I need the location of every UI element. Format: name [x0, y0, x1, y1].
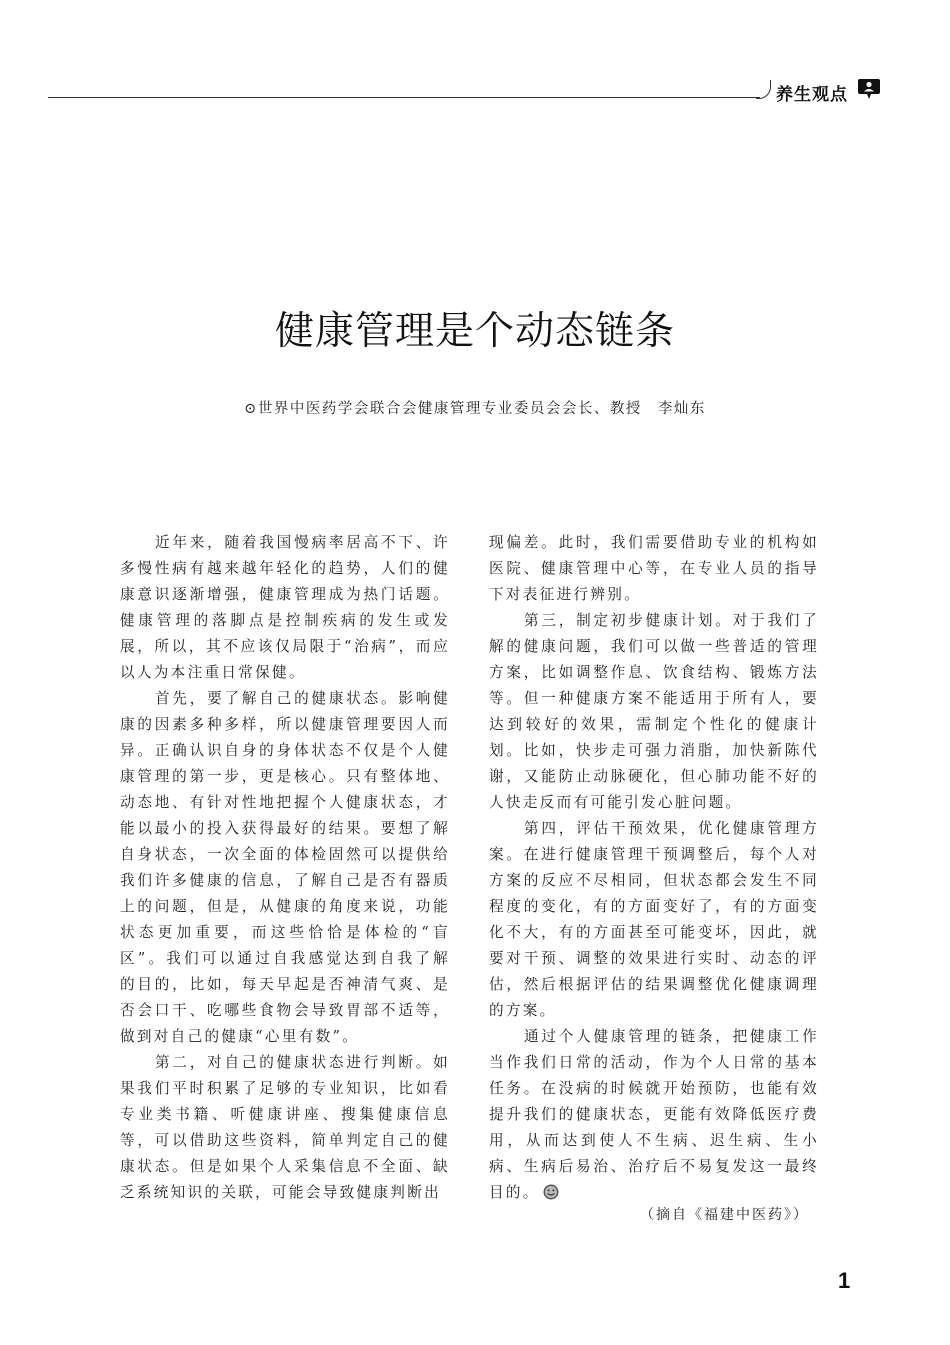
speech-bubble-icon: [857, 78, 881, 100]
paragraph-intro: 近年来，随着我国慢病率居高不下、许多慢性病有越来越年轻化的趋势，人们的健康意识逐渐增强，健康管理成为热门话题。健康管理的落脚点是控制疾病的发生或发展，所以，其不应该仅局限于“治病”，而应以人为本注重日常保健。: [120, 534, 450, 681]
right-column: [489, 530, 819, 1206]
conclusion-text: 通过个人健康管理的链条，把健康工作当作我们日常的活动，作为个人日常的基本任务。在没病的时候就开始预防，也能有效提升我们的健康状态，更能有效降低医疗费用，从而达到使人不生病、迟生病、生小病、生病后易治、治疗后不易复发这一最终目的。: [489, 1028, 819, 1201]
header-rule-curve: [756, 80, 771, 99]
paragraph-step-two: 第二，对自己的健康状态进行判断。如果我们平时积累了足够的专业知识，比如看专业类书籍、听健康讲座、搜集健康信息等，可以借助这些资料，简单判定自己的健康状态。但是如果个人采集信息不全面、缺乏系统知识的关联，可能会导致健康判断出: [120, 1054, 450, 1201]
paragraph-step-four: 第四，评估干预效果，优化健康管理方案。在进行健康管理干预调整后，每个人对方案的反应不尽相同，但状态都会发生不同程度的变化，有的方面变好了，有的方面变化不大，有的方面甚至可能变坏，因此，就要对干预、调整的效果进行实时、动态的评估，然后根据评估的结果调整优化健康调理的方案。: [489, 820, 819, 1019]
smiley-icon: [543, 1184, 559, 1200]
article-title: 健康管理是个动态链条: [274, 309, 675, 354]
left-column: [120, 530, 450, 1206]
article-source: （摘自《福建中医药》）: [640, 1207, 809, 1223]
article-byline: ⊙世界中医药学会联合会健康管理专业委员会会长、教授 李灿东: [244, 401, 706, 417]
paragraph-step-one: 首先，要了解自己的健康状态。影响健康的因素多种多样，所以健康管理要因人而异。正确认识自身的身体状态不仅是个人健康管理的第一步，更是核心。只有整体地、动态地、有针对性地把握个人健康状态，才能以最小的投入获得最好的结果。要想了解自身状态，一次全面的体检固然可以提供给我们许多健康的信息，了解自己是否有器质上的问题，但是，从健康的角度来说，功能状态更加重要，而这些恰恰是体检的“盲区”。我们可以通过自我感觉达到自我了解的目的，比如，每天早起是否神清气爽、是否会口干、吃哪些食物会导致胃部不适等，做到对自己的健康“心里有数”。: [120, 690, 450, 1045]
page-number: 1: [838, 1268, 851, 1293]
paragraph-step-two-continued: 现偏差。此时，我们需要借助专业的机构如医院、健康管理中心等，在专业人员的指导下对表征进行辨别。: [489, 534, 819, 603]
section-label: 养生观点: [776, 85, 848, 104]
paragraph-step-three: 第三，制定初步健康计划。对于我们了解的健康问题，我们可以做一些普适的管理方案，比如调整作息、饮食结构、锻炼方法等。但一种健康方案不能适用于所有人，要达到较好的效果，需制定个性化的健康计划。比如，快步走可强力消脂，加快新陈代谢，又能防止动脉硬化，但心肺功能不好的人快走反而有可能引发心脏问题。: [489, 612, 819, 811]
paragraph-conclusion: [489, 1024, 819, 1206]
header-rule: [48, 97, 760, 98]
